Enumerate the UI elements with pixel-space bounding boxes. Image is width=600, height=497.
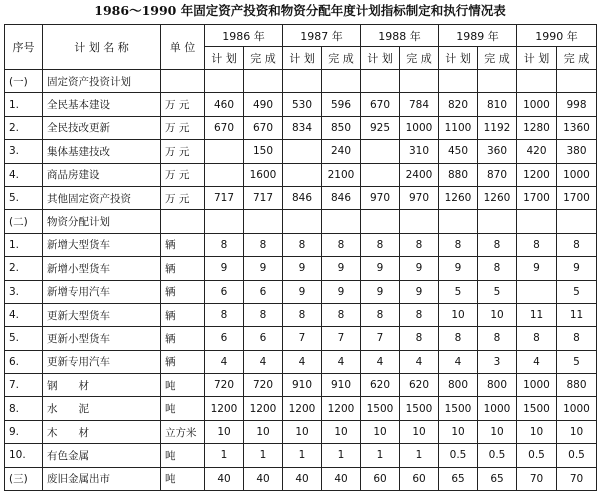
plan-value: 9 (205, 257, 244, 280)
done-value: 1000 (557, 397, 597, 420)
row-name: 更新大型货车 (43, 303, 161, 326)
plan-value (205, 163, 244, 186)
done-value: 8 (400, 327, 439, 350)
section-row (5, 70, 597, 93)
table-row (5, 397, 597, 420)
plan-value: 420 (517, 140, 557, 163)
row-unit: 辆 (161, 233, 205, 256)
done-value: 5 (478, 280, 517, 303)
done-value: 4 (244, 350, 283, 373)
header-plan: 计 划 (517, 47, 557, 70)
header-done: 完 成 (557, 47, 597, 70)
plan-value: 8 (517, 327, 557, 350)
plan-value: 460 (205, 93, 244, 116)
plan-value: 8 (517, 233, 557, 256)
done-value: 8 (244, 303, 283, 326)
done-value: 2400 (400, 163, 439, 186)
plan-value (283, 163, 322, 186)
plan-value: 925 (361, 116, 400, 139)
plan-value: 670 (205, 116, 244, 139)
done-value: 1700 (557, 186, 597, 209)
done-value: 1192 (478, 116, 517, 139)
plan-value: 60 (361, 467, 400, 490)
plan-value: 7 (361, 327, 400, 350)
table-title: 1986～1990 年固定资产投资和物资分配年度计划指标制定和执行情况表 (94, 3, 506, 18)
done-value: 11 (557, 303, 597, 326)
done-value: 1360 (557, 116, 597, 139)
done-value: 6 (244, 280, 283, 303)
done-value (244, 70, 283, 93)
done-value: 8 (400, 303, 439, 326)
row-unit: 吨 (161, 467, 205, 490)
row-name: 全民基本建设 (43, 93, 161, 116)
done-value: 0.5 (478, 444, 517, 467)
table-row (5, 303, 597, 326)
done-value (400, 210, 439, 233)
plan-value (205, 70, 244, 93)
row-name: 更新小型货车 (43, 327, 161, 350)
row-seq: (二) (5, 210, 43, 233)
plan-value: 450 (439, 140, 478, 163)
row-name: 固定资产投资计划 (43, 70, 161, 93)
row-name: 废旧金属出市 (43, 467, 161, 490)
row-name: 更新专用汽车 (43, 350, 161, 373)
plan-value (283, 70, 322, 93)
row-seq: (一) (5, 70, 43, 93)
plan-value (439, 70, 478, 93)
plan-table (4, 24, 597, 491)
header-done: 完 成 (400, 47, 439, 70)
done-value: 8 (244, 233, 283, 256)
row-unit (161, 210, 205, 233)
done-value: 3 (478, 350, 517, 373)
row-seq: 1. (5, 93, 43, 116)
done-value: 8 (322, 303, 361, 326)
header-plan: 计 划 (205, 47, 244, 70)
plan-value: 65 (439, 467, 478, 490)
plan-value (361, 210, 400, 233)
done-value: 1000 (400, 116, 439, 139)
row-seq: 4. (5, 163, 43, 186)
plan-value: 8 (439, 327, 478, 350)
plan-value: 10 (205, 420, 244, 443)
done-value (557, 210, 597, 233)
plan-value: 1500 (517, 397, 557, 420)
table-row (5, 327, 597, 350)
header-year: 1990 年 (517, 25, 597, 47)
done-value: 1 (400, 444, 439, 467)
header-done: 完 成 (478, 47, 517, 70)
plan-value: 4 (283, 350, 322, 373)
row-name: 钢 材 (43, 374, 161, 397)
done-value: 910 (322, 374, 361, 397)
done-value: 870 (478, 163, 517, 186)
done-value: 1200 (322, 397, 361, 420)
done-value: 10 (557, 420, 597, 443)
row-seq: 1. (5, 233, 43, 256)
done-value: 8 (478, 327, 517, 350)
row-seq: 10. (5, 444, 43, 467)
done-value: 5 (557, 280, 597, 303)
done-value (478, 70, 517, 93)
plan-value: 1 (283, 444, 322, 467)
done-value: 360 (478, 140, 517, 163)
row-name: 水 泥 (43, 397, 161, 420)
plan-value: 530 (283, 93, 322, 116)
header-plan: 计 划 (283, 47, 322, 70)
plan-value (517, 280, 557, 303)
done-value: 6 (244, 327, 283, 350)
row-seq: 5. (5, 327, 43, 350)
plan-value: 10 (439, 303, 478, 326)
plan-value: 8 (205, 303, 244, 326)
plan-value: 8 (439, 233, 478, 256)
plan-value (517, 210, 557, 233)
done-value: 8 (557, 233, 597, 256)
done-value: 65 (478, 467, 517, 490)
row-seq: 2. (5, 116, 43, 139)
done-value: 2100 (322, 163, 361, 186)
plan-value: 670 (361, 93, 400, 116)
done-value: 4 (322, 350, 361, 373)
table-row (5, 140, 597, 163)
plan-value: 1500 (361, 397, 400, 420)
header-year: 1989 年 (439, 25, 517, 47)
plan-value: 0.5 (517, 444, 557, 467)
plan-value: 1200 (205, 397, 244, 420)
row-name: 商品房建设 (43, 163, 161, 186)
row-seq: 7. (5, 374, 43, 397)
done-value: 9 (322, 257, 361, 280)
done-value: 40 (322, 467, 361, 490)
done-value: 60 (400, 467, 439, 490)
plan-value: 1 (205, 444, 244, 467)
done-value: 40 (244, 467, 283, 490)
plan-value: 9 (361, 257, 400, 280)
plan-value: 40 (205, 467, 244, 490)
row-unit: 万 元 (161, 163, 205, 186)
plan-value (439, 210, 478, 233)
row-unit: 万 元 (161, 140, 205, 163)
header-unit: 单 位 (161, 25, 205, 70)
done-value: 10 (478, 303, 517, 326)
row-name: 物资分配计划 (43, 210, 161, 233)
plan-value: 4 (361, 350, 400, 373)
plan-value: 720 (205, 374, 244, 397)
row-seq: 4. (5, 303, 43, 326)
row-unit: 吨 (161, 444, 205, 467)
header-year: 1988 年 (361, 25, 439, 47)
plan-value: 8 (283, 303, 322, 326)
row-unit: 万 元 (161, 186, 205, 209)
done-value: 880 (557, 374, 597, 397)
done-value: 310 (400, 140, 439, 163)
row-unit: 辆 (161, 327, 205, 350)
row-seq: 5. (5, 186, 43, 209)
row-unit: 辆 (161, 280, 205, 303)
done-value: 240 (322, 140, 361, 163)
plan-value: 0.5 (439, 444, 478, 467)
done-value: 850 (322, 116, 361, 139)
table-row (5, 116, 597, 139)
plan-value: 846 (283, 186, 322, 209)
table-row (5, 233, 597, 256)
done-value: 8 (478, 233, 517, 256)
row-seq: 3. (5, 140, 43, 163)
done-value: 10 (478, 420, 517, 443)
plan-value: 970 (361, 186, 400, 209)
done-value (322, 210, 361, 233)
plan-value: 10 (361, 420, 400, 443)
header-plan: 计 划 (361, 47, 400, 70)
done-value: 490 (244, 93, 283, 116)
done-value: 1000 (478, 397, 517, 420)
plan-value: 6 (205, 280, 244, 303)
plan-value: 8 (283, 233, 322, 256)
plan-value: 8 (361, 233, 400, 256)
row-name: 有色金属 (43, 444, 161, 467)
done-value: 846 (322, 186, 361, 209)
plan-value: 800 (439, 374, 478, 397)
row-unit: 万 元 (161, 116, 205, 139)
plan-value: 5 (439, 280, 478, 303)
done-value: 150 (244, 140, 283, 163)
table-row (5, 280, 597, 303)
plan-value: 4 (439, 350, 478, 373)
done-value: 7 (322, 327, 361, 350)
table-row (5, 467, 597, 490)
header-year: 1987 年 (283, 25, 361, 47)
table-row (5, 93, 597, 116)
header-plan: 计 划 (439, 47, 478, 70)
table-row (5, 163, 597, 186)
table-row (5, 444, 597, 467)
done-value: 8 (557, 327, 597, 350)
done-value: 9 (400, 257, 439, 280)
plan-value: 9 (517, 257, 557, 280)
plan-value: 1000 (517, 374, 557, 397)
plan-value (205, 210, 244, 233)
plan-value: 820 (439, 93, 478, 116)
plan-value (517, 70, 557, 93)
done-value: 810 (478, 93, 517, 116)
plan-value (205, 140, 244, 163)
done-value: 8 (400, 233, 439, 256)
plan-value: 4 (517, 350, 557, 373)
done-value: 9 (400, 280, 439, 303)
done-value (322, 70, 361, 93)
header-year: 1986 年 (205, 25, 283, 47)
table-row (5, 374, 597, 397)
row-name: 全民技改更新 (43, 116, 161, 139)
plan-value (361, 140, 400, 163)
plan-value: 1500 (439, 397, 478, 420)
row-unit: 立方米 (161, 420, 205, 443)
done-value: 9 (322, 280, 361, 303)
plan-value: 1200 (517, 163, 557, 186)
plan-value: 4 (205, 350, 244, 373)
plan-value: 1 (361, 444, 400, 467)
done-value: 970 (400, 186, 439, 209)
plan-value: 70 (517, 467, 557, 490)
plan-value (361, 163, 400, 186)
done-value: 1 (322, 444, 361, 467)
done-value: 800 (478, 374, 517, 397)
done-value (478, 210, 517, 233)
plan-value: 10 (283, 420, 322, 443)
plan-value: 6 (205, 327, 244, 350)
plan-value: 620 (361, 374, 400, 397)
row-name: 新增专用汽车 (43, 280, 161, 303)
done-value: 9 (244, 257, 283, 280)
header-done: 完 成 (244, 47, 283, 70)
row-unit: 吨 (161, 374, 205, 397)
row-unit (161, 70, 205, 93)
plan-value: 910 (283, 374, 322, 397)
done-value: 596 (322, 93, 361, 116)
done-value: 670 (244, 116, 283, 139)
table-row (5, 420, 597, 443)
plan-value: 10 (439, 420, 478, 443)
done-value: 5 (557, 350, 597, 373)
row-seq: 9. (5, 420, 43, 443)
plan-value: 8 (361, 303, 400, 326)
plan-value: 10 (517, 420, 557, 443)
plan-value: 1280 (517, 116, 557, 139)
header-name: 计 划 名 称 (43, 25, 161, 70)
plan-value: 9 (283, 280, 322, 303)
row-unit: 万 元 (161, 93, 205, 116)
plan-value (361, 70, 400, 93)
done-value: 0.5 (557, 444, 597, 467)
done-value: 720 (244, 374, 283, 397)
plan-value (283, 210, 322, 233)
row-unit: 辆 (161, 350, 205, 373)
row-seq: 8. (5, 397, 43, 420)
plan-value: 7 (283, 327, 322, 350)
plan-value: 1700 (517, 186, 557, 209)
row-seq: 6. (5, 350, 43, 373)
done-value: 8 (322, 233, 361, 256)
plan-value: 9 (361, 280, 400, 303)
done-value (244, 210, 283, 233)
table-row (5, 350, 597, 373)
plan-value: 40 (283, 467, 322, 490)
plan-value: 9 (283, 257, 322, 280)
header-seq: 序号 (5, 25, 43, 70)
done-value: 1260 (478, 186, 517, 209)
section-row (5, 210, 597, 233)
done-value: 784 (400, 93, 439, 116)
plan-value: 717 (205, 186, 244, 209)
row-name: 新增大型货车 (43, 233, 161, 256)
plan-value: 9 (439, 257, 478, 280)
row-seq: (三) (5, 467, 43, 490)
plan-value: 1100 (439, 116, 478, 139)
plan-value: 8 (205, 233, 244, 256)
row-name: 其他固定资产投资 (43, 186, 161, 209)
row-seq: 3. (5, 280, 43, 303)
done-value: 620 (400, 374, 439, 397)
table-row (5, 186, 597, 209)
done-value: 998 (557, 93, 597, 116)
plan-value: 1000 (517, 93, 557, 116)
done-value: 70 (557, 467, 597, 490)
done-value (400, 70, 439, 93)
done-value: 1200 (244, 397, 283, 420)
done-value: 10 (400, 420, 439, 443)
done-value: 380 (557, 140, 597, 163)
plan-value: 1260 (439, 186, 478, 209)
row-name: 木 材 (43, 420, 161, 443)
done-value: 1500 (400, 397, 439, 420)
row-name: 集体基建技改 (43, 140, 161, 163)
plan-value: 834 (283, 116, 322, 139)
row-unit: 辆 (161, 303, 205, 326)
done-value: 4 (400, 350, 439, 373)
plan-value: 880 (439, 163, 478, 186)
table-row (5, 257, 597, 280)
done-value (557, 70, 597, 93)
row-name: 新增小型货车 (43, 257, 161, 280)
done-value: 1000 (557, 163, 597, 186)
plan-value: 1200 (283, 397, 322, 420)
row-unit: 辆 (161, 257, 205, 280)
done-value: 717 (244, 186, 283, 209)
header-done: 完 成 (322, 47, 361, 70)
done-value: 8 (478, 257, 517, 280)
done-value: 1600 (244, 163, 283, 186)
done-value: 10 (244, 420, 283, 443)
plan-value (283, 140, 322, 163)
plan-value: 11 (517, 303, 557, 326)
done-value: 10 (322, 420, 361, 443)
row-unit: 吨 (161, 397, 205, 420)
done-value: 1 (244, 444, 283, 467)
done-value: 9 (557, 257, 597, 280)
row-seq: 2. (5, 257, 43, 280)
